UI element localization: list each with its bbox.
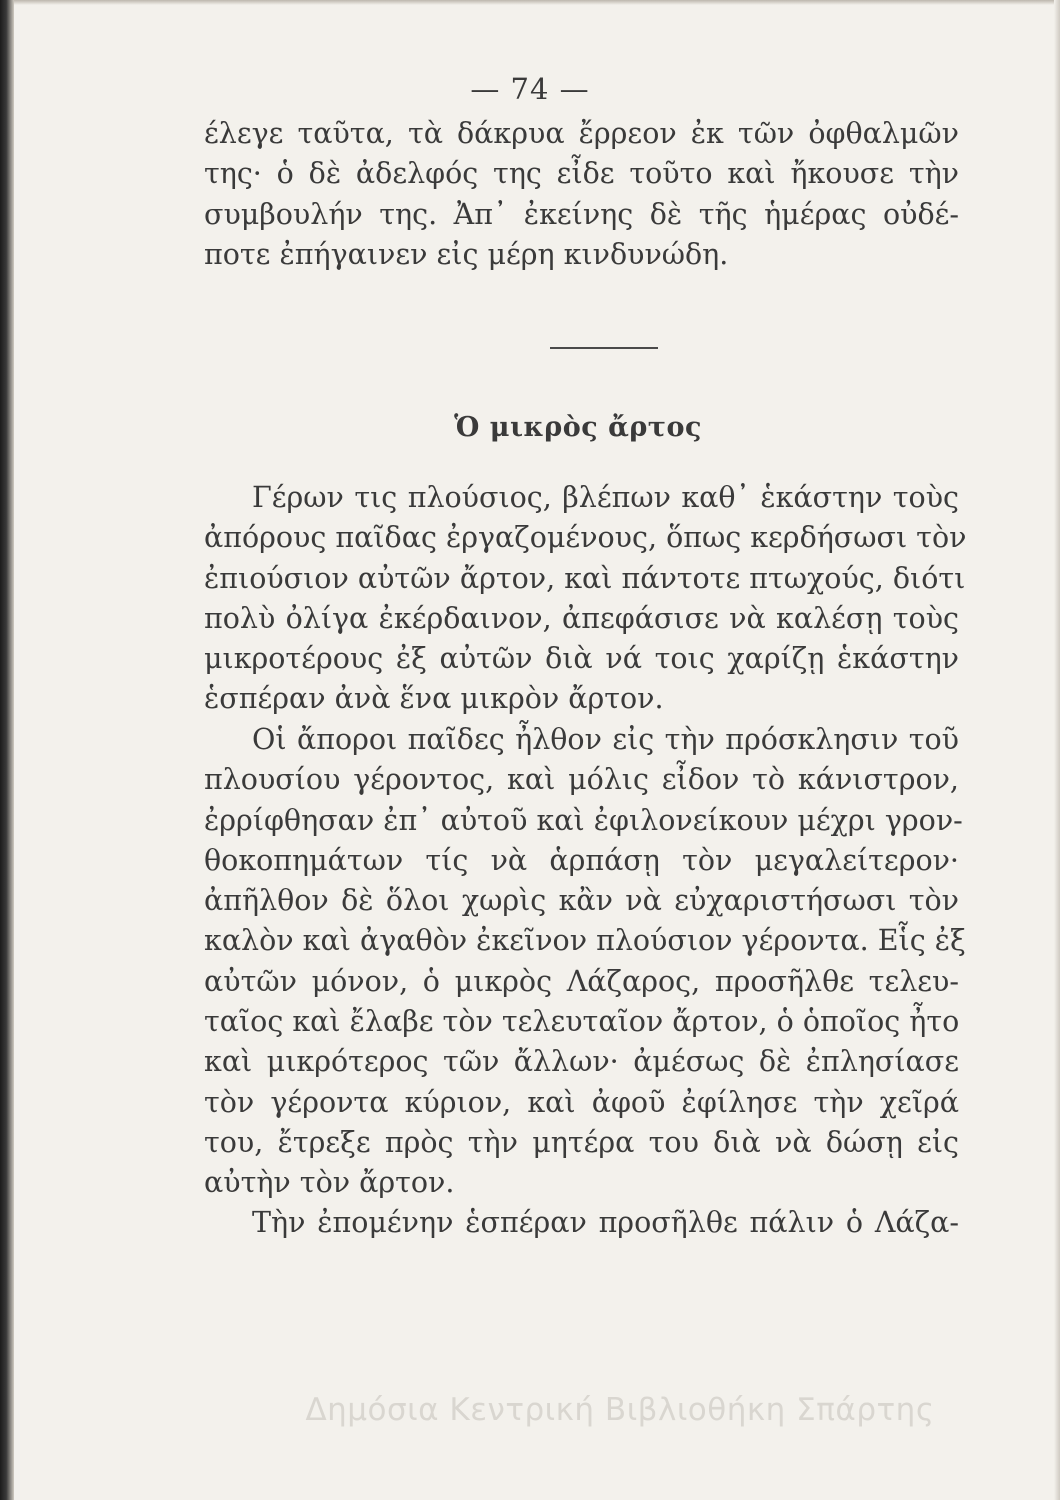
text-line: Τὴν ἐπομένην ἑσπέραν προσῆλθε πάλιν ὁ Λάζα- [252,1206,959,1239]
text-line: Οἱ ἄποροι παῖδες ἦλθον εἰς τὴν πρόσκλησιν τοῦ [252,723,959,756]
text-line: πολὺ ὀλίγα ἐκέρδαινον, ἀπεφάσισε νὰ καλέσῃ τοὺς [204,601,959,635]
text-line: ἐπιούσιον αὐτῶν ἄρτον, καὶ πάντοτε πτωχούς, διότι [204,561,966,595]
text-line: ἑσπέραν ἀνὰ ἕνα μικρὸν ἄρτον. [204,682,664,716]
text-line: ἐρρίφθησαν ἐπ᾽ αὐτοῦ καὶ ἐφιλονείκουν μέχρι γρον- [204,803,963,837]
text-line: αὐτῶν μόνον, ὁ μικρὸς Λάζαρος, προσῆλθε τελευ- [204,964,959,998]
library-watermark: Δημόσια Κεντρική Βιβλιοθήκη Σπάρτης [305,1392,935,1428]
text-line: του, ἔτρεξε πρὸς τὴν μητέρα του διὰ νὰ δώσῃ εἰς [204,1125,959,1159]
text-line: καὶ μικρότερος τῶν ἄλλων· ἀμέσως δὲ ἐπλησίασε [204,1045,959,1079]
text-line: πλουσίου γέροντος, καὶ μόλις εἶδον τὸ κάνιστρον, [204,763,959,797]
text-line: ταῖος καὶ ἔλαβε τὸν τελευταῖον ἄρτον, ὁ ὁποῖος ἦτο [204,1005,960,1039]
text-line: Γέρων τις πλούσιος, βλέπων καθ᾽ ἑκάστην τοὺς [252,481,959,514]
page-right-edge [1054,0,1060,1500]
paragraph-1 [204,478,967,720]
paragraph-2 [204,720,966,1204]
text-line: θοκοπημάτων τίς νὰ ἁρπάσῃ τὸν μεγαλείτερον· [204,843,959,877]
text-line: συμβουλήν της. Ἀπ᾽ ἐκείνης δὲ τῆς ἡμέρας οὐδέ- [204,197,959,231]
section-title: Ὁ μικρὸς ἄρτος [454,412,702,443]
text-line: έλεγε ταῦτα, τὰ δάκρυα ἔρρεον ἐκ τῶν ὀφθαλμῶν [204,117,959,150]
text-line: ἀπῆλθον δὲ ὅλοι χωρὶς κἂν νὰ εὐχαριστήσωσι τὸν [204,884,959,918]
text-line: καλὸν καὶ ἀγαθὸν ἐκεῖνον πλούσιον γέροντα. Εἷς ἐξ [204,924,966,958]
text-line: αὐτὴν τὸν ἄρτον. [204,1166,455,1200]
text-line: ἀπόρους παῖδας ἐργαζομένους, ὅπως κερδήσωσι τὸν [204,521,967,555]
section-divider [550,347,658,349]
text-line: τὸν γέροντα κύριον, καὶ ἀφοῦ ἐφίλησε τὴν χεῖρά [204,1085,959,1119]
text-line: μικροτέρους ἐξ αὐτῶν διὰ νά τοις χαρίζῃ ἑκάστην [204,642,959,676]
book-binding-edge [0,0,14,1500]
paragraph-top [204,114,959,275]
paragraph-3 [204,1203,959,1243]
page-number: — 74 — [470,72,590,106]
text-line: ποτε ἐπήγαινεν εἰς μέρη κινδυνώδη. [204,237,729,271]
page-top-edge [0,0,1060,5]
text-line: της· ὁ δὲ ἀδελφός της εἶδε τοῦτο καὶ ἤκουσε τὴν [204,157,959,191]
